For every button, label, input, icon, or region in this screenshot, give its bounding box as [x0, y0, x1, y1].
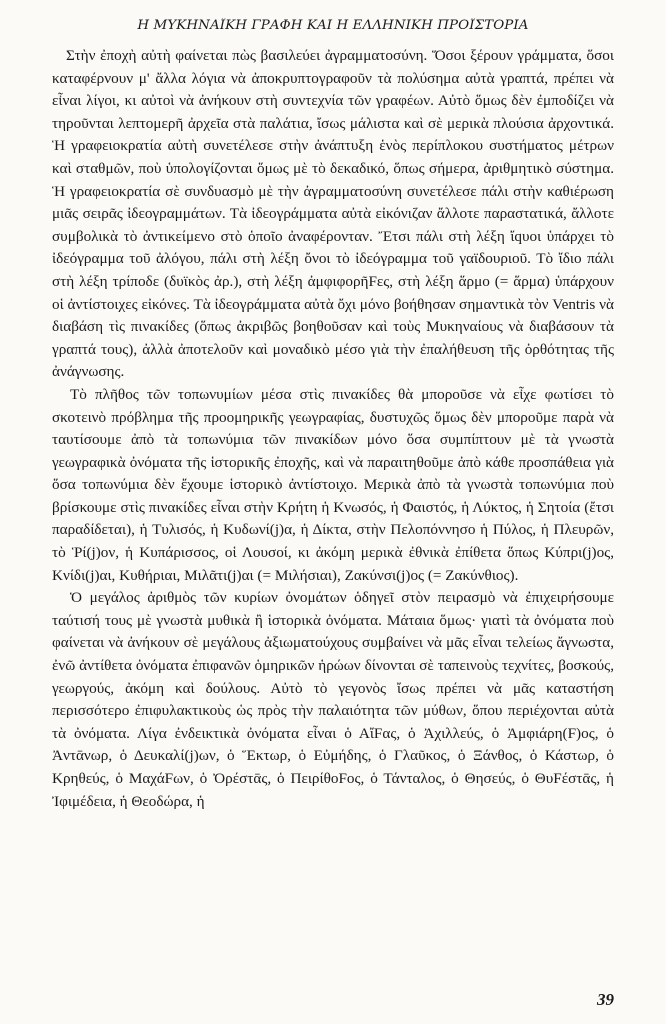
- paragraph-3: Ὁ μεγάλος ἀριθμὸς τῶν κυρίων ὀνομάτων ὁδηγεῖ στὸν πειρασμὸ νὰ ἐπιχειρήσουμε ταύτισή τους μὲ γνωστὰ μυθικὰ ἢ ἱστορικὰ ὀνόματα. Μάταια ὅμως· γιατὶ τὰ ὀνόματα ποὺ φαίνεται νὰ ἀνήκουν σὲ μεγάλους ἀξιωματούχους συμβαίνει νὰ μᾶς εἶναι τελείως ἄγνωστα, ἐνῶ ἀντίθετα ὀνόματα ἐπιφανῶν ὁμηρικῶν ἡρώων δίνονται σὲ ταπεινοὺς τεχνίτες, βοσκούς, γεωργούς, ἀκόμη καὶ δούλους. Αὐτὸ τὸ γεγονὸς ἴσως πρέπει νὰ μᾶς καταστήση περισσότερο ἐπιφυλακτικοὺς ὡς πρὸς τὴν παλαιότητα τῶν μύθων, ὅπου περιέχονται αὐτὰ τὰ ὀνόματα. Λίγα ἐνδεικτικὰ ὀνόματα εἶναι ὁ ΑἴFας, ὁ Ἀχιλλεύς, ὁ Ἀμφιάρη(F)ος, ὁ Ἀντᾱνωρ, ὁ Δευκαλί(j)ων, ὁ Ἕκτωρ, ὁ Εὐμήδης, ὁ Γλαῦκος, ὁ Ξάνθος, ὁ Κάστωρ, ὁ Κρηθεύς, ὁ ΜαχάFων, ὁ Ὀρέστᾱς, ὁ ΠειρίθοFος, ὁ Τάνταλος, ὁ Θησεύς, ὁ ΘυFέστᾱς, ἡ Ἰφιμέδεια, ἡ Θεοδώρα, ἡ: [52, 589, 614, 810]
- paragraph-2: Τὸ πλῆθος τῶν τοπωνυμίων μέσα στὶς πινακίδες θὰ μποροῦσε νὰ εἶχε φωτίσει τὸ σκοτεινὸ πρόβλημα τῆς προομηρικῆς γεωγραφίας, δυστυχῶς ὅμως δὲν μποροῦμε παρὰ νὰ ταυτίσουμε ἀπὸ τὰ τοπωνύμια τῶν πινακίδων μόνο ὅσα συμπίπτουν μὲ τὰ γνωστὰ γεωγραφικὰ ὀνόματα τῆς ἱστορικῆς ἐποχῆς, καὶ νὰ παραιτηθοῦμε ἀπὸ κάθε προσπάθεια γιὰ ὅσα τοπωνύμια δὲν ἔχουμε ἱστορικὸ ἀντίστοιχο. Μερικὰ ἀπὸ τὰ γνωστὰ τοπωνύμια ποὺ βρίσκουμε στὶς πινακίδες εἶναι στὴν Κρήτη ἡ Κνωσός, ἡ Φαιστός, ἡ Λύκτος, ἡ Σητοία (ἔτσι παραδίδεται), ἡ Τυλισός, ἡ Κυδωνί(j)α, ἡ Δίκτα, στὴν Πελοπόννησο ἡ Πύλος, ἡ Πλευρῶν, τὸ Ῥί(j)ον, ἡ Κυπάρισσος, οἱ Λουσοί, κι ἀκόμη μερικὰ ἐθνικὰ ἐπίθετα ὅπως Κύπρι(j)ος, Κνίδι(j)αι, Κυθήριαι, Μιλᾶτι(j)αι (= Μιλήσιαι), Ζακύνσι(j)ος (= Ζακύνθιος).: [52, 385, 614, 584]
- running-head: Η ΜΥΚΗΝΑΪΚΗ ΓΡΑΦΗ ΚΑΙ Η ΕΛΛΗΝΙΚΗ ΠΡΟΪΣΤΟΡΙΑ: [137, 18, 529, 33]
- page-number: 39: [597, 990, 614, 1009]
- paragraph-1: Στὴν ἐποχὴ αὐτὴ φαίνεται πὼς βασιλεύει ἀγραμματοσύνη. Ὅσοι ξέρουν γράμματα, ὅσοι καταφέρνουν μ' ἄλλα λόγια νὰ ἀποκρυπτογραφοῦν τὰ πολύσημα αὐτὰ γραπτά, πρέπει νὰ εἶναι λίγοι, κι αὐτοὶ νὰ ἀνήκουν στὴ συντεχνία τῶν γραφέων. Αὐτὸ ὅμως δὲν ἐμποδίζει νὰ τηροῦνται λεπτομερῆ ἀρχεῖα στὰ παλάτια, ἴσως μάλιστα καὶ σὲ μερικὰ πλούσια ἀρχοντικά. Ἡ γραφειοκρατία αὐτὴ συνετέλεσε στὴν ἀνάπτυξη ἑνὸς περίπλοκου συστήματος μέτρων καὶ σταθμῶν, ποὺ ὑπολογίζονται ὅμως μὲ τὸ δεκαδικό, ὅπως σήμερα, ἀριθμητικὸ σύστημα. Ἡ γραφειοκρατία σὲ συνδυασμὸ μὲ τὴν ἀγραμματοσύνη συνετέλεσε πάλι στὴν καθιέρωση μιᾶς σειρᾶς ἰδεογραμμάτων. Τὰ ἰδεογράμματα αὐτὰ εἰκόνιζαν ἄλλοτε παραστατικά, ἄλλοτε συμβολικὰ τὸ ἀντικείμενο στὸ ὁποῖο ἀναφέρονταν. Ἔτσι πάλι στὴ λέξη ἴqυοι ὑπάρχει τὸ ἰδεόγραμμα τοῦ ἀλόγου, πάλι στὴ λέξη ὄνοι τὸ ἰδεόγραμμα τοῦ γαϊδουριοῦ. Τὸ ἴδιο πάλι στὴ λέξη τρίποδε (δυϊκὸς ἀρ.), στὴ λέξη ἀμφιφορῆFες, στὴ λέξη ἅρμο (= ἅρμα) ὑπάρχουν οἱ ἀντίστοιχες εἰκόνες. Τὰ ἰδεογράμματα αὐτὰ ὄχι μόνο βοήθησαν σημαντικὰ τὸν Ventris νὰ διαβάση τὶς πινακίδες (ὅπως ἀκριβῶς βοηθοῦσαν καὶ τοὺς Μυκηναίους νὰ διαβάσουν τὰ γραπτά τους), ἀλλὰ ἀποτελοῦν καὶ μοναδικὸ μέσο γιὰ τὴν ἐπαλήθευση τῆς ὀρθότητας τῆς ἀνάγνωσης.: [52, 47, 614, 381]
- body-text: [52, 45, 614, 813]
